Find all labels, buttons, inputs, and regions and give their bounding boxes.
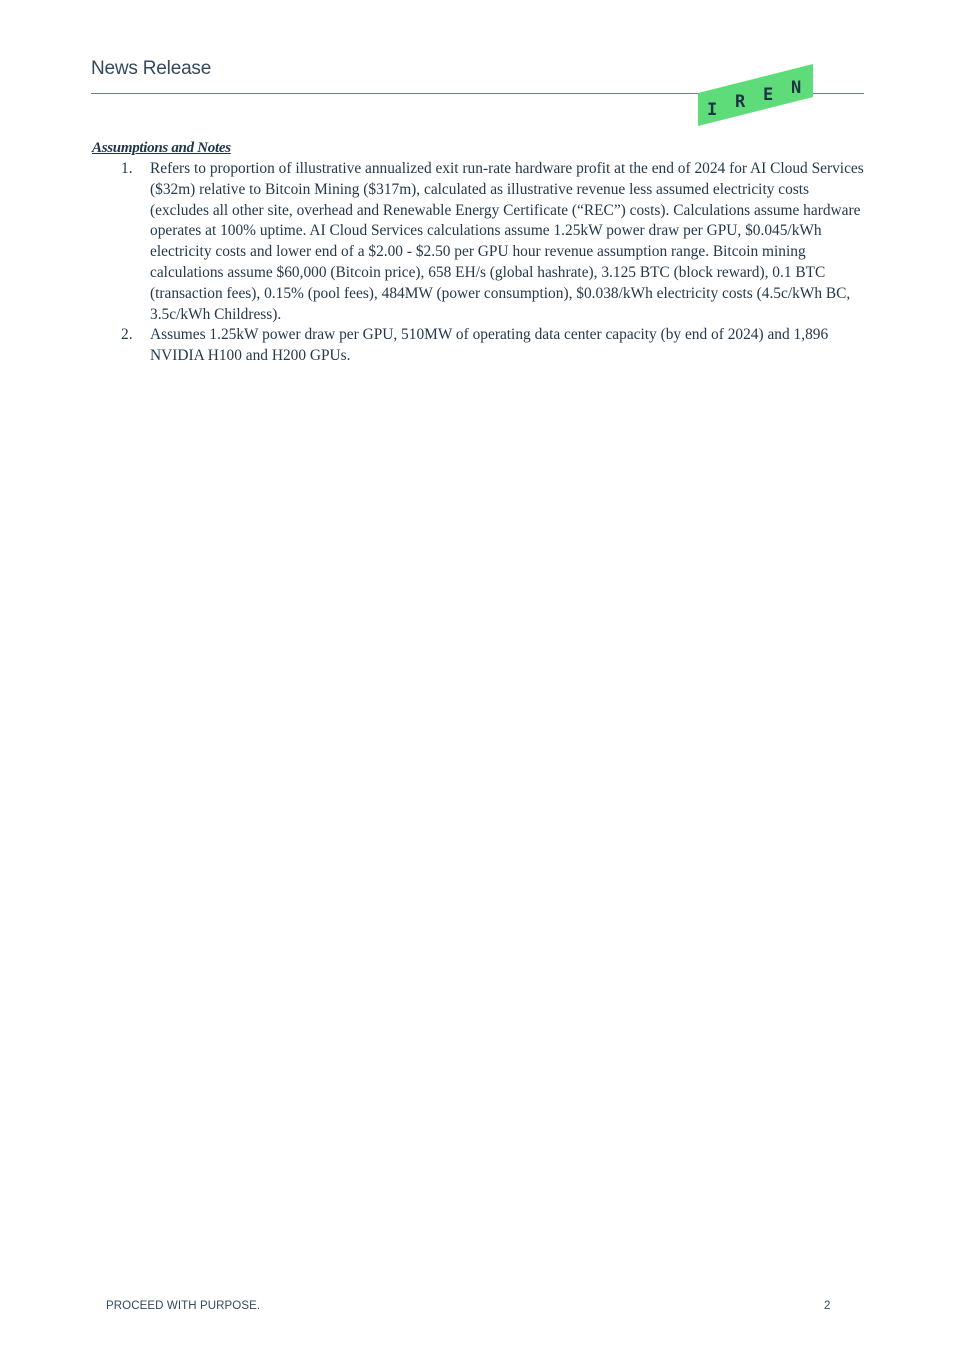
logo-letter-e: E [763, 85, 774, 105]
logo-letter-i: I [707, 100, 718, 120]
iren-logo [697, 63, 814, 126]
header-title: News Release [91, 58, 212, 79]
list-item [92, 159, 867, 325]
footer-tagline: PROCEED WITH PURPOSE. [106, 1300, 261, 1312]
list-item-text: Assumes 1.25kW power draw per GPU, 510MW of operating data center capacity (by end of 2024) and 1,896 NVIDIA H100 and H200 GPUs. [150, 326, 829, 365]
logo-letter-n: N [791, 78, 802, 98]
notes-list [92, 159, 867, 367]
page-number: 2 [824, 1300, 831, 1312]
list-item-number: 2. [121, 326, 133, 344]
list-item-text: Refers to proportion of illustrative annualized exit run-rate hardware profit at the end of 2024 for AI Cloud Services ($32m) relative to Bitcoin Mining ($317m), calculated as illustrative revenue less assumed electricity costs (excludes all other site, overhead and Renewable Energy Certificate (“REC”) costs). Calculations assume hardware operates at 100% uptime. AI Cloud Services calculations assume 1.25kW power draw per GPU, $0.045/kWh electricity costs and lower end of a $2.00 - $2.50 per GPU hour revenue assumption range. Bitcoin mining calculations assume $60,000 (Bitcoin price), 658 EH/s (global hashrate), 3.125 BTC (block reward), 0.1 BTC (transaction fees), 0.15% (pool fees), 484MW (power consumption), $0.038/kWh electricity costs (4.5c/kWh BC, 3.5c/kWh Childress). [150, 160, 864, 323]
list-item-number: 1. [121, 160, 133, 177]
logo-letter-r: R [735, 92, 746, 112]
section-heading: Assumptions and Notes [92, 140, 231, 156]
list-item [92, 325, 867, 367]
assumptions-section [92, 138, 867, 367]
